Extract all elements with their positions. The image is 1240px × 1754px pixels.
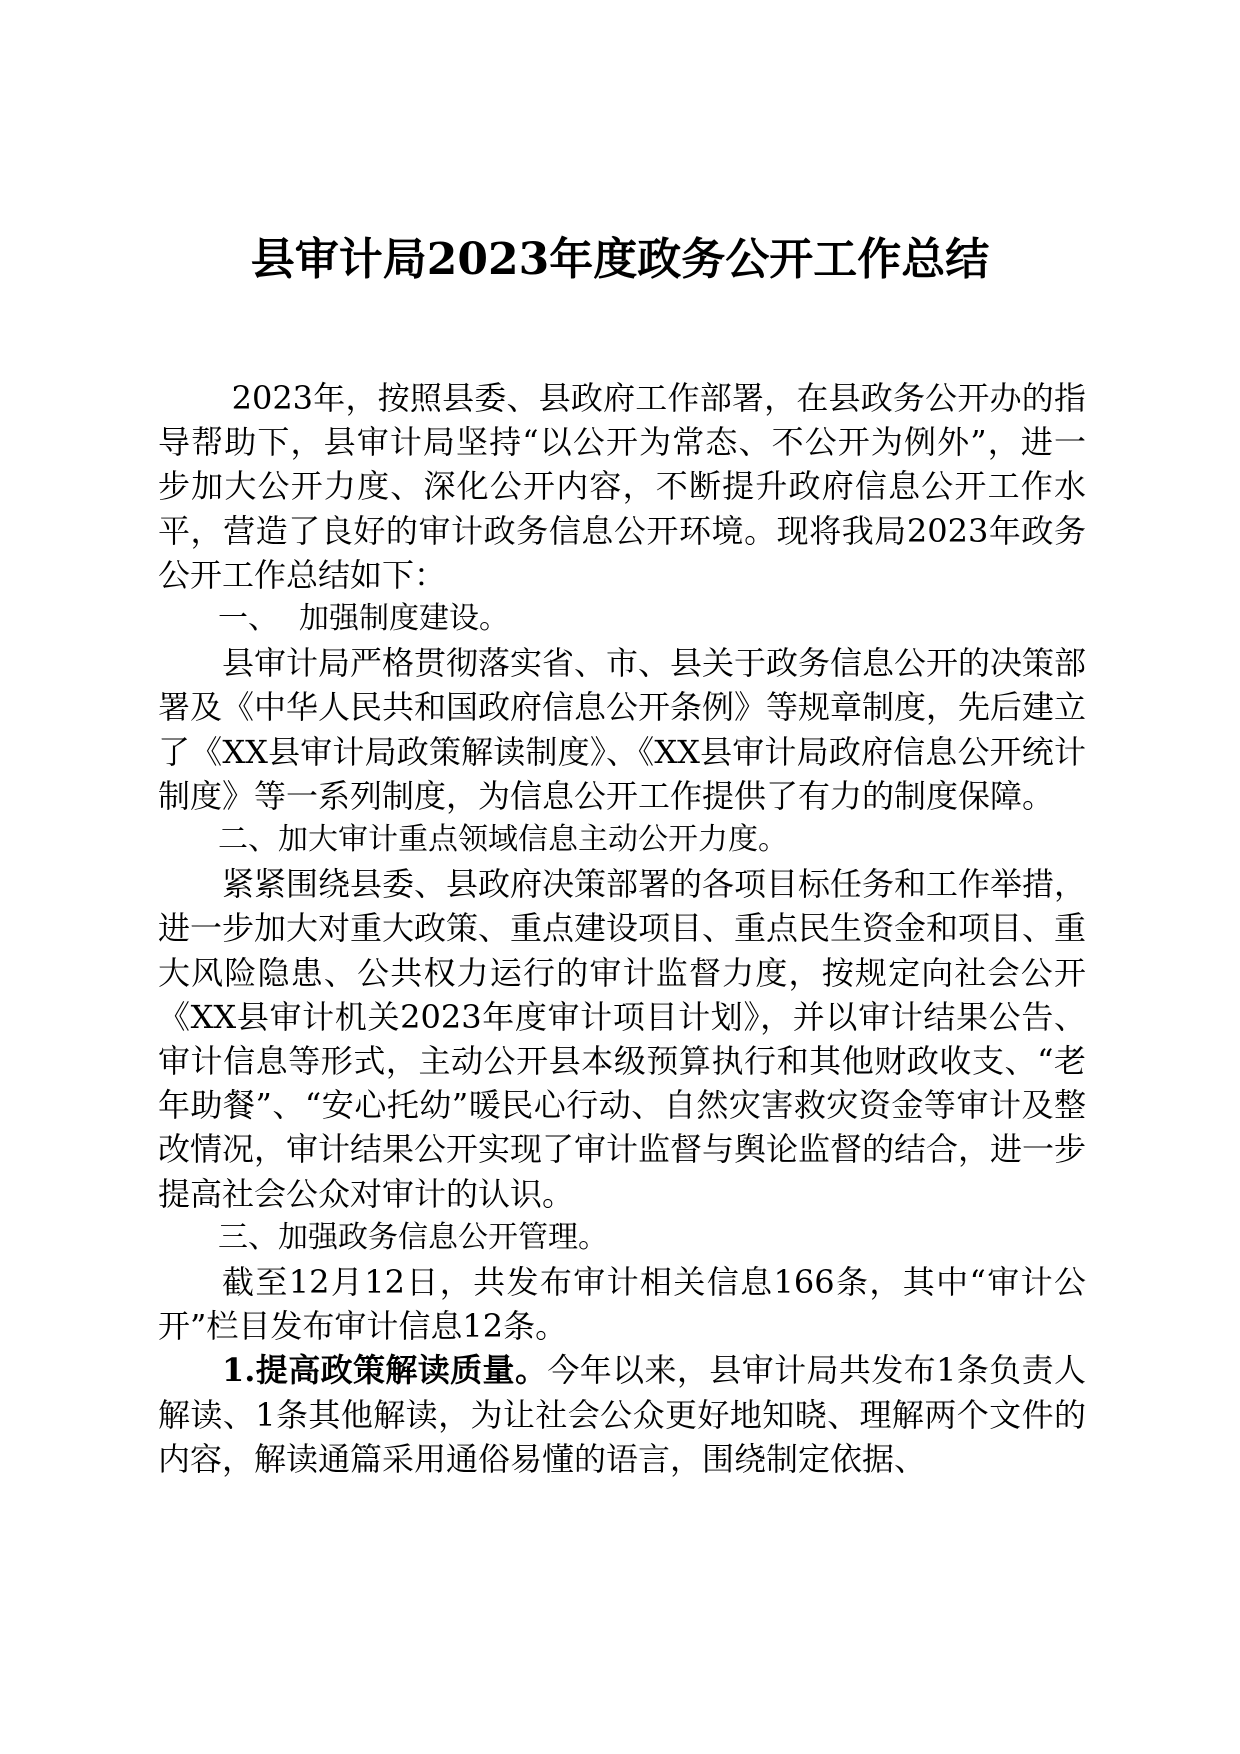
intro-paragraph: 2023年，按照县委、县政府工作部署，在县政务公开办的指导帮助下，县审计局坚持“以公开为常态、不公开为例外”，进一步加大公开力度、深化公开内容，不断提升政府信息公开工作水平，营造了良好的审计政务信息公开环境。现将我局2023年政务公开工作总结如下： — [158, 379, 1086, 594]
section-1-title: 加强制度建设。 — [299, 601, 509, 637]
section-1-number: 一、 — [218, 601, 278, 637]
section-3-paragraph: 截至12月12日，共发布审计相关信息166条，其中“审计公开”栏目发布审计信息12条。 — [158, 1263, 1086, 1346]
document-title: 县审计局2023年度政务公开工作总结 — [250, 234, 990, 285]
section-1-paragraph: 县审计局严格贯彻落实省、市、县关于政务信息公开的决策部署及《中华人民共和国政府信息公开条例》等规章制度，先后建立了《XX县审计局政策解读制度》、《XX县审计局政府信息公开统计制度》等一系列制度，为信息公开工作提供了有力的制度保障。 — [158, 644, 1087, 815]
section-2-heading: 二、加大审计重点领域信息主动公开力度。 — [218, 822, 788, 858]
section-3-item-1 — [158, 1348, 1086, 1481]
section-1-heading — [158, 597, 1086, 641]
section-3-heading: 三、加强政务信息公开管理。 — [218, 1219, 608, 1255]
document-body — [158, 376, 1086, 1481]
item-1-text: 今年以来，县审计局共发布1条负责人解读、1条其他解读，为让社会公众更好地知晓、理解两个文件的内容，解读通篇采用通俗易懂的语言，围绕制定依据、 — [158, 1351, 1086, 1478]
item-1-lead: 1.提高政策解读质量。 — [222, 1351, 548, 1390]
section-2-paragraph: 紧紧围绕县委、县政府决策部署的各项目标任务和工作举措，进一步加大对重大政策、重点建设项目、重点民生资金和项目、重大风险隐患、公共权力运行的审计监督力度，按规定向社会公开《XX县审计机关2023年度审计项目计划》，并以审计结果公告、审计信息等形式，主动公开县本级预算执行和其他财政收支、“老年助餐”、“安心托幼”暖民心行动、自然灾害救灾资金等审计及整改情况，审计结果公开实现了审计监督与舆论监督的结合，进一步提高社会公众对审计的认识。 — [158, 865, 1087, 1213]
